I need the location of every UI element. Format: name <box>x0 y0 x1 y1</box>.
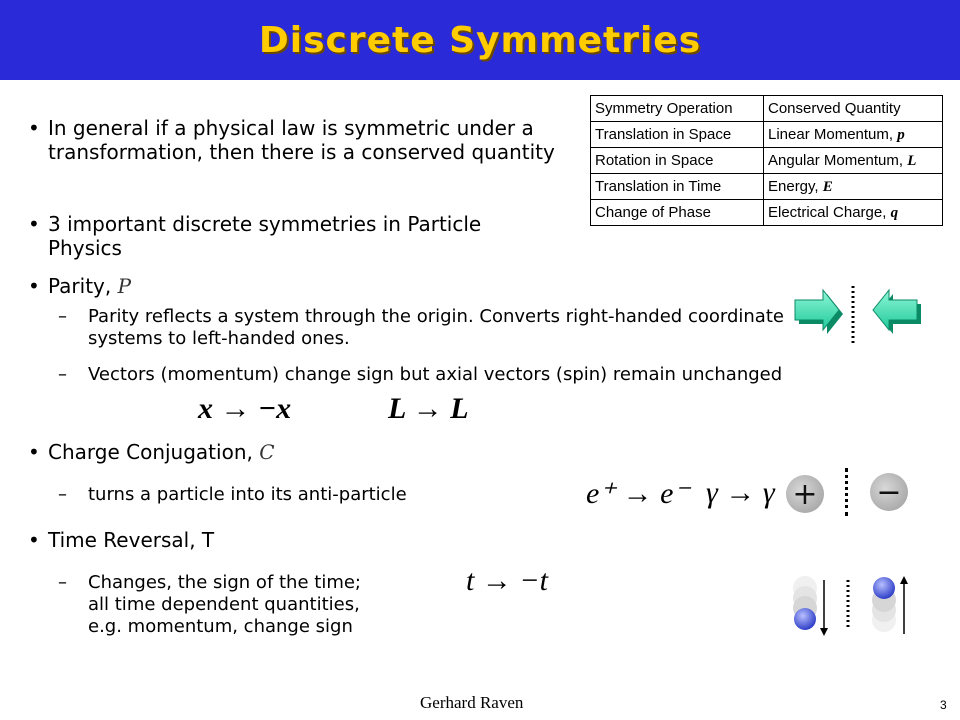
table-row <box>591 174 943 200</box>
charge-sub-antiparticle: – turns a particle into its anti-particle <box>88 484 407 506</box>
bullet-time-reversal: • Time Reversal, T <box>48 528 214 552</box>
table-cell-operation: Rotation in Space <box>591 148 764 174</box>
bullet-symmetry-conservation: • In general if a physical law is symmetric under a transformation, then there is a conserved quantity <box>48 116 558 164</box>
table-header-row <box>591 96 943 122</box>
rising-ball-icon <box>872 576 908 634</box>
table-cell-quantity: Angular Momentum, L <box>764 148 943 174</box>
table-cell-quantity: Energy, E <box>764 174 943 200</box>
parity-mirror-arrows <box>785 282 925 346</box>
negative-charge-icon: − <box>870 473 908 511</box>
table-cell-quantity: Electrical Charge, q <box>764 200 943 226</box>
table-row <box>591 122 943 148</box>
time-reversal-illustration <box>786 574 926 640</box>
symmetry-table <box>590 95 943 226</box>
mirror-divider <box>845 468 848 516</box>
bullet-charge-conjugation: • Charge Conjugation, C <box>48 440 275 464</box>
table-row <box>591 200 943 226</box>
page-title: Discrete Symmetries <box>258 19 702 61</box>
parity-equation-L: L → L <box>388 392 469 425</box>
parity-equation-x: x → −x <box>198 392 292 425</box>
parity-sub-reflection: – Parity reflects a system through the origin. Converts right-handed coordinate systems to left-handed ones. <box>88 306 808 350</box>
table-cell-quantity: Linear Momentum, p <box>764 122 943 148</box>
arrow-left-icon <box>873 290 921 334</box>
title-bar <box>0 0 960 80</box>
arrow-right-icon <box>795 290 843 334</box>
table-row <box>591 148 943 174</box>
falling-ball-icon <box>793 576 828 636</box>
table-cell-operation: Translation in Space <box>591 122 764 148</box>
positive-charge-icon: + <box>786 475 824 513</box>
table-cell-operation: Change of Phase <box>591 200 764 226</box>
bullet-parity: • Parity, P <box>48 274 131 298</box>
bullet-three-symmetries: • 3 important discrete symmetries in Particle Physics <box>48 212 518 260</box>
time-sub-sign: – Changes, the sign of the time; all time dependent quantities, e.g. momentum, change sign <box>88 572 368 638</box>
parity-symbol: P <box>117 274 132 298</box>
table-header-cell: Symmetry Operation <box>591 96 764 122</box>
table-cell-operation: Translation in Time <box>591 174 764 200</box>
charge-equation-electron: e⁺ → e⁻ <box>586 477 690 510</box>
parity-sub-vectors: – Vectors (momentum) change sign but axial vectors (spin) remain unchanged <box>88 364 938 386</box>
table-header-cell: Conserved Quantity <box>764 96 943 122</box>
footer-author: Gerhard Raven <box>420 693 524 712</box>
charge-equation-photon: γ → γ <box>706 476 775 509</box>
time-equation: t → −t <box>466 564 548 597</box>
page-number: 3 <box>940 698 947 712</box>
charge-symbol: C <box>259 440 275 464</box>
